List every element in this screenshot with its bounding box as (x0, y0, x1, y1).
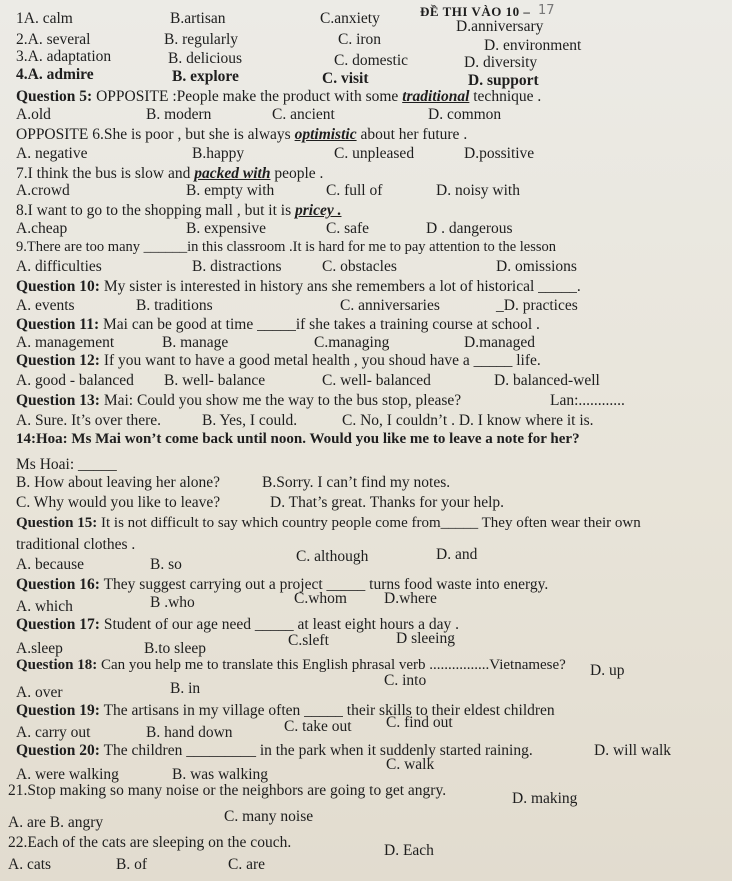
q16-option-c: C.whom (294, 590, 347, 607)
q5-text: OPPOSITE :People make the product with some (92, 88, 403, 105)
q15-option-b: B. so (150, 556, 182, 573)
exam-title: ĐỀ THI VÀO 10 – (420, 4, 531, 19)
q9-option-c: C. obstacles (322, 258, 397, 275)
q6-option-c: C. unpleased (334, 145, 415, 162)
q7-text: 7.I think the bus is slow and (16, 165, 195, 182)
q1-option-c: C.anxiety (320, 10, 380, 27)
q21-option-d: D. making (512, 790, 578, 807)
q13-option-a: A. Sure. It’s over there. (16, 412, 162, 429)
q18-option-a: A. over (16, 684, 63, 701)
q19-option-c: C. take out (284, 718, 352, 735)
q13-label: Question 13: (16, 392, 100, 409)
q9-text: 9.There are too many ______in this classroom .It is hard for me to pay attention to the lesson (16, 239, 557, 255)
q15-option-d: D. and (436, 546, 478, 563)
q6-option-d: D.possitive (464, 145, 535, 162)
q8-option-b: B. expensive (186, 220, 267, 237)
q1-option-d: D.anniversary (456, 18, 544, 35)
q18-option-d: D. up (590, 662, 625, 679)
q21-option-a: A. are B. angry (8, 814, 104, 831)
q17-option-a: A.sleep (16, 640, 63, 657)
q7-option-a: A.crowd (16, 182, 70, 199)
q15-text: It is not difficult to say which country people come from_____ They often wear their own (97, 515, 641, 531)
q10-option-b: B. traditions (136, 297, 213, 314)
q3-option-c: C. domestic (334, 52, 409, 69)
q2-option-c: C. iron (338, 31, 382, 48)
q5-option-d: D. common (428, 106, 502, 123)
q19-option-b: B. hand down (146, 724, 233, 741)
q17-option-b: B.to sleep (144, 640, 206, 657)
q9-option-b: B. distractions (192, 258, 282, 275)
q19-option-d: C. find out (386, 714, 453, 731)
q12-text: If you want to have a good metal health , you shoud have a _____ life. (99, 352, 541, 369)
q18-option-c: C. into (384, 672, 427, 689)
q12-label: Question 12: (16, 352, 100, 369)
q6-text-end: about her future . (356, 126, 468, 143)
q20-option-a: A. were walking (16, 766, 119, 783)
q4-option-b: B. explore (172, 68, 239, 85)
q3-option-d: D. diversity (464, 54, 538, 71)
q20-label: Question 20: (16, 742, 100, 759)
q11-label: Question 11: (16, 316, 100, 333)
q11-option-a: A. management (16, 334, 115, 351)
q6-option-b: B.happy (192, 145, 245, 162)
q4-option-c: C. visit (322, 70, 369, 87)
q20-option-b: B. was walking (172, 766, 269, 783)
q2-option-b: B. regularly (164, 31, 239, 48)
q19-label: Question 19: (16, 702, 100, 719)
q10-option-a: A. events (16, 297, 75, 314)
q7-option-d: D. noisy with (436, 182, 520, 199)
q13-option-b: B. Yes, I could. (202, 412, 298, 429)
q11-option-b: B. manage (162, 334, 229, 351)
q3-option-a: 3.A. adaptation (16, 48, 112, 65)
q22-option-b: B. of (116, 856, 147, 873)
q12-option-c: C. well- balanced (322, 372, 431, 389)
q10-option-c: C. anniversaries (340, 297, 440, 314)
q7-option-b: B. empty with (186, 182, 275, 199)
q11-option-d: D.managed (464, 334, 536, 351)
q16-option-d: D.where (384, 590, 437, 607)
q14-option-b2: B.Sorry. I can’t find my notes. (262, 474, 451, 491)
q5-option-c: C. ancient (272, 106, 335, 123)
q7-option-c: C. full of (326, 182, 383, 199)
q20-option-c: C. walk (386, 756, 435, 773)
q8-option-d: D . dangerous (426, 220, 513, 237)
q7-key-word: packed with (194, 165, 271, 182)
q14-reply-text: Ms Hoai: _____ (16, 456, 117, 473)
q13-option-c: C. No, I couldn’t . D. I know where it is. (342, 412, 594, 429)
q11-text: Mai can be good at time _____if she takes a training course at school . (99, 316, 540, 333)
q4-option-d: D. support (468, 72, 539, 89)
q17-option-d: D sleeing (396, 630, 455, 647)
q16-label: Question 16: (16, 576, 100, 593)
q2-option-a: 2.A. several (16, 31, 91, 48)
q10-text: My sister is interested in history ans she remembers a lot of historical _____. (99, 278, 581, 295)
q2-option-d: D. environment (484, 37, 582, 54)
q22-option-d: D. Each (384, 842, 434, 859)
q12-option-a: A. good - balanced (16, 372, 134, 389)
q13-text: Mai: Could you show me the way to the bus stop, please? (99, 392, 462, 409)
q10-label: Question 10: (16, 278, 100, 295)
q20-option-d: D. will walk (594, 742, 672, 759)
q10-option-d: _D. practices (496, 297, 578, 314)
q4-option-a: 4.A. admire (16, 66, 94, 83)
q5-label: Question 5: (16, 88, 93, 105)
q18-text: Can you help me to translate this English phrasal verb ................Vietnamese? (97, 657, 566, 673)
q5-key-word: traditional (402, 88, 470, 105)
q8-option-a: A.cheap (16, 220, 68, 237)
q5-option-a: A.old (16, 106, 51, 123)
handwritten-number: 17 (538, 3, 555, 18)
q14-option-b: B. How about leaving her alone? (16, 474, 221, 491)
q3-option-b: B. delicious (168, 50, 243, 67)
q8-key-word: pricey . (295, 202, 342, 219)
q6-option-a: A. negative (16, 145, 88, 162)
q17-label: Question 17: (16, 616, 100, 633)
q21-text: 21.Stop making so many noise or the neighbors are going to get angry. (8, 782, 447, 799)
q16-text: They suggest carrying out a project _____ turns food waste into energy. (99, 576, 549, 593)
q19-option-a: A. carry out (16, 724, 91, 741)
q9-option-a: A. difficulties (16, 258, 102, 275)
q16-option-b: B .who (150, 594, 195, 611)
q18-option-b: B. in (170, 680, 201, 697)
q13-lan: Lan:............ (550, 392, 625, 409)
q6-key-word: optimistic (294, 126, 357, 143)
q15-text-2: traditional clothes . (16, 536, 136, 553)
q14-option-d: D. That’s great. Thanks for your help. (270, 494, 505, 511)
q21-option-c: C. many noise (224, 808, 314, 825)
q8-text: 8.I want to go to the shopping mall , but it is (16, 202, 295, 219)
q14-text: 14:Hoa: Ms Mai won’t come back until noon. Would you like me to leave a note for her? (16, 431, 580, 447)
q15-label: Question 15: (16, 515, 98, 531)
q11-option-c: C.managing (314, 334, 390, 351)
q5-text-end: technique . (469, 88, 542, 105)
q20-text: The children _________ in the park when it suddenly started raining. (99, 742, 533, 759)
q12-option-d: D. balanced-well (494, 372, 600, 389)
q19-text: The artisans in my village often _____ their skills to their eldest children (99, 702, 555, 719)
q15-option-c: C. although (296, 548, 369, 565)
q1-option-b: B.artisan (170, 10, 226, 27)
q6-text: OPPOSITE 6.She is poor , but she is always (16, 126, 295, 143)
q12-option-b: B. well- balance (164, 372, 266, 389)
q17-text: Student of our age need _____ at least eight hours a day . (99, 616, 459, 633)
q16-option-a: A. which (16, 598, 73, 615)
q5-option-b: B. modern (146, 106, 212, 123)
q8-option-c: C. safe (326, 220, 370, 237)
q22-text: 22.Each of the cats are sleeping on the couch. (8, 834, 292, 851)
q15-option-a: A. because (16, 556, 84, 573)
q17-option-c: C.sleft (288, 632, 329, 649)
q18-label: Question 18: (16, 657, 98, 673)
q22-option-a: A. cats (8, 856, 52, 873)
q1-option-a: 1A. calm (16, 10, 73, 27)
q14-option-c: C. Why would you like to leave? (16, 494, 221, 511)
q22-option-c: C. are (228, 856, 266, 873)
q7-text-end: people . (270, 165, 324, 182)
q9-option-d: D. omissions (496, 258, 577, 275)
